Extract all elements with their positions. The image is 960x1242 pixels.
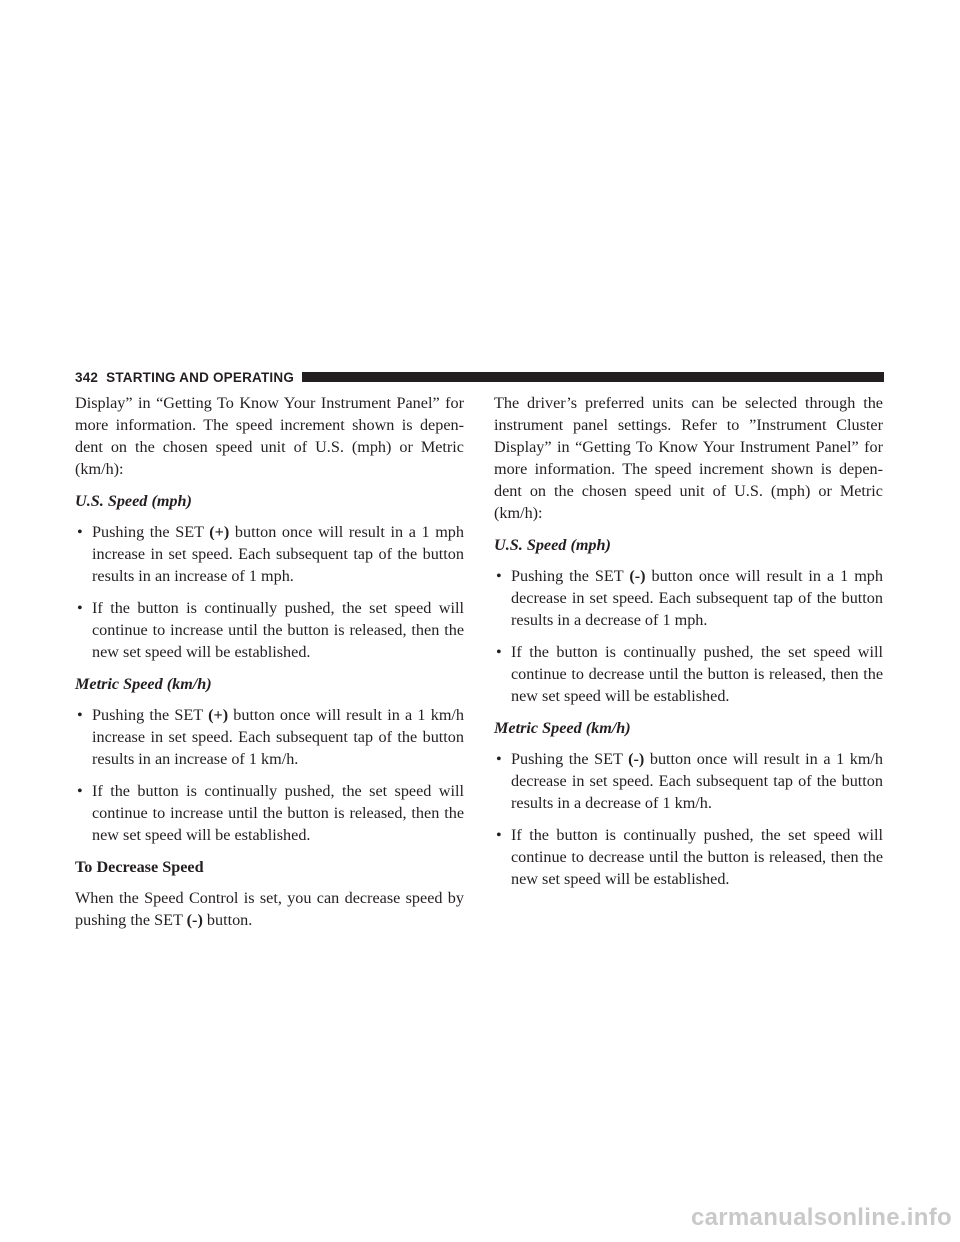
left-column — [75, 392, 464, 941]
right-us-speed-heading: U.S. Speed (mph) — [494, 536, 611, 554]
section-title: STARTING AND OPERATING — [106, 369, 295, 385]
bullet-icon: • — [496, 826, 502, 844]
set-minus-label: (-) — [186, 911, 203, 929]
bullet-icon: • — [77, 782, 83, 800]
bullet-icon: • — [496, 567, 502, 585]
set-plus-label: (+) — [208, 706, 229, 724]
right-metric-speed-heading: Metric Speed (km/h) — [494, 719, 631, 737]
decrease-speed-paragraph: When the Speed Control is set, you can decrease speed by pushing the SET (-) button. — [75, 889, 464, 929]
bullet-icon: • — [496, 643, 502, 661]
left-metric-speed-heading: Metric Speed (km/h) — [75, 675, 212, 693]
right-metric-speed-list — [494, 748, 883, 890]
decrease-speed-heading: To Decrease Speed — [75, 858, 204, 876]
bullet-icon: • — [77, 523, 83, 541]
bullet-icon: • — [496, 750, 502, 768]
watermark-text: carmanualsonline.info — [690, 1204, 952, 1231]
list-item: • If the button is continually pushed, the set speed will continue to decrease until the button is released, then the new set speed will be established. — [496, 826, 883, 888]
bullet-icon: • — [77, 599, 83, 617]
header-rule — [302, 372, 884, 382]
list-item: • If the button is continually pushed, the set speed will continue to increase until the button is released, then the new set speed will be established. — [77, 782, 464, 844]
set-plus-label: (+) — [209, 523, 230, 541]
left-metric-speed-list — [75, 704, 464, 846]
list-item: • Pushing the SET (+) button once will result in a 1 km/h increase in set speed. Each subsequent tap of the button results in an increase of 1 km/h. — [77, 706, 465, 768]
list-item: • Pushing the SET (-) button once will result in a 1 km/h decrease in set speed. Each subsequent tap of the button results in a decrease of 1 km/h. — [496, 750, 884, 812]
set-minus-label: (-) — [628, 750, 645, 768]
list-item: • Pushing the SET (-) button once will result in a 1 mph decrease in set speed. Each subsequent tap of the button results in a decrease of 1 mph. — [496, 567, 883, 629]
page-number: 342 — [75, 369, 99, 385]
right-us-speed-list — [494, 565, 883, 707]
left-intro-paragraph: Display” in “Getting To Know Your Instrument Panel” for more information. The speed increment shown is depen- dent on the chosen speed unit of U.S. (mph) or Metric (km/h): — [75, 394, 464, 478]
page-header — [75, 369, 884, 385]
list-item: • If the button is continually pushed, the set speed will continue to decrease until the button is released, then the new set speed will be established. — [496, 643, 883, 705]
left-us-speed-list — [75, 521, 464, 663]
set-minus-label: (-) — [629, 567, 646, 585]
list-item: • Pushing the SET (+) button once will result in a 1 mph increase in set speed. Each subsequent tap of the button results in an increase of 1 mph. — [77, 523, 464, 585]
bullet-icon: • — [77, 706, 83, 724]
right-intro-paragraph: The driver’s preferred units can be selected through the instrument panel settings. Refer to ”Instrument Cluster Display” in “Getting To Know Your Instrument Panel” for more information. The speed increment shown is depen- dent on the chosen speed unit of U.S. (mph) or Metric (km/h): — [494, 394, 883, 522]
right-column — [494, 392, 883, 900]
left-us-speed-heading: U.S. Speed (mph) — [75, 492, 192, 510]
footer-watermark — [0, 1200, 960, 1242]
list-item: • If the button is continually pushed, the set speed will continue to increase until the button is released, then the new set speed will be established. — [77, 599, 464, 661]
